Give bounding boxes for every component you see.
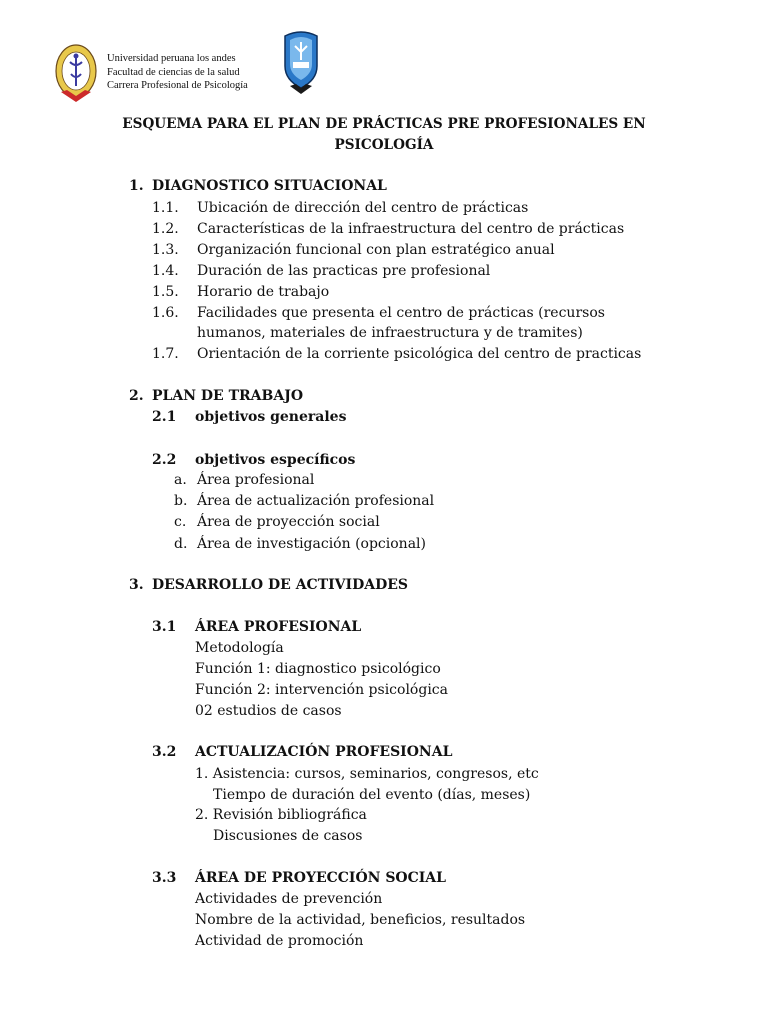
subsection-number: 2.1 bbox=[152, 409, 177, 425]
university-name: Universidad peruana los andes bbox=[107, 53, 236, 64]
section-number: 3. bbox=[129, 577, 144, 593]
item-letter: c. bbox=[174, 514, 187, 530]
body-line: Actividad de promoción bbox=[195, 933, 364, 949]
body-line: 2. Revisión bibliográfica bbox=[195, 807, 367, 823]
university-seal-logo bbox=[55, 42, 97, 104]
section-title: PLAN DE TRABAJO bbox=[152, 388, 304, 404]
subsection-title: objetivos generales bbox=[195, 409, 347, 425]
item-letter: d. bbox=[174, 536, 188, 552]
item-number: 1.7. bbox=[152, 346, 179, 362]
body-line: Actividades de prevención bbox=[195, 891, 383, 907]
subsection-number: 3.3 bbox=[152, 870, 177, 886]
faculty-name: Facultad de ciencias de la salud bbox=[107, 66, 240, 78]
body-line: Discusiones de casos bbox=[213, 828, 363, 844]
item-text: Características de la infraestructura del centro de prácticas bbox=[197, 221, 625, 237]
body-line: 02 estudios de casos bbox=[195, 703, 342, 719]
list-item-continuation: humanos, materiales de infraestructura y de tramites) bbox=[197, 325, 583, 341]
subsection-title: objetivos específicos bbox=[195, 452, 356, 468]
item-text: Área de actualización profesional bbox=[197, 493, 435, 509]
item-text: Duración de las practicas pre profesional bbox=[197, 263, 491, 279]
body-line: Metodología bbox=[195, 640, 284, 656]
subsection-title: ÁREA DE PROYECCIÓN SOCIAL bbox=[195, 870, 447, 886]
item-number: 1.4. bbox=[152, 263, 179, 279]
item-text: Área de proyección social bbox=[197, 514, 380, 530]
program-name: Carrera Profesional de Psicología bbox=[107, 80, 248, 91]
section-title: DIAGNOSTICO SITUACIONAL bbox=[152, 178, 387, 194]
section-number: 1. bbox=[129, 178, 144, 194]
item-number: 1.2. bbox=[152, 221, 179, 237]
item-number: 1.1. bbox=[152, 200, 179, 216]
title-line-2: PSICOLOGÍA bbox=[334, 137, 434, 153]
item-letter: a. bbox=[174, 472, 187, 488]
item-text: Área de investigación (opcional) bbox=[197, 536, 426, 552]
body-line: 1. Asistencia: cursos, seminarios, congresos, etc bbox=[195, 766, 539, 782]
section-title: DESARROLLO DE ACTIVIDADES bbox=[152, 577, 408, 593]
item-text: Organización funcional con plan estratégico anual bbox=[197, 242, 555, 258]
subsection-title: ACTUALIZACIÓN PROFESIONAL bbox=[195, 744, 453, 760]
item-text: Área profesional bbox=[197, 472, 315, 488]
subsection-number: 2.2 bbox=[152, 452, 177, 468]
institution-block bbox=[107, 52, 248, 93]
subsection-title: ÁREA PROFESIONAL bbox=[195, 619, 362, 635]
body-line: Nombre de la actividad, beneficios, resultados bbox=[195, 912, 526, 928]
item-text: Ubicación de dirección del centro de prácticas bbox=[197, 200, 529, 216]
body-line: Tiempo de duración del evento (días, meses) bbox=[213, 787, 531, 803]
document-title bbox=[0, 114, 768, 156]
subsection-number: 3.2 bbox=[152, 744, 177, 760]
faculty-shield-logo bbox=[282, 30, 320, 96]
item-text: Facilidades que presenta el centro de prácticas (recursos bbox=[197, 305, 605, 321]
section-number: 2. bbox=[129, 388, 144, 404]
subsection-number: 3.1 bbox=[152, 619, 177, 635]
item-letter: b. bbox=[174, 493, 188, 509]
item-number: 1.3. bbox=[152, 242, 179, 258]
item-number: 1.5. bbox=[152, 284, 179, 300]
item-text: Horario de trabajo bbox=[197, 284, 330, 300]
body-line: Función 2: intervención psicológica bbox=[195, 682, 448, 698]
body-line: Función 1: diagnostico psicológico bbox=[195, 661, 441, 677]
title-line-1: ESQUEMA PARA EL PLAN DE PRÁCTICAS PRE PROFESIONALES EN bbox=[122, 116, 646, 132]
item-text: Orientación de la corriente psicológica del centro de practicas bbox=[197, 346, 642, 362]
item-number: 1.6. bbox=[152, 305, 179, 321]
